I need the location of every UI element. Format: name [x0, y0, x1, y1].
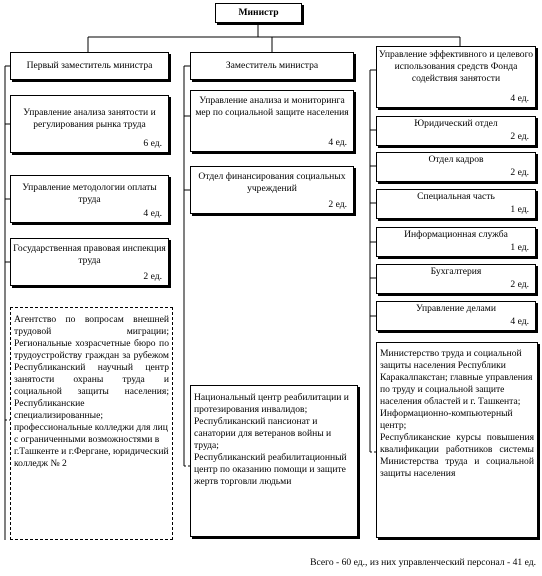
- left-subordinate-item: Региональные хозрасчетные бюро по трудоустройству граждан за рубежом: [14, 338, 169, 361]
- right-unit-name: Специальная часть: [417, 191, 495, 202]
- middle-unit-name: Отдел финансирования социальных учреждений: [198, 171, 346, 194]
- right-unit-box: [376, 301, 536, 331]
- left-unit-box: [10, 238, 169, 286]
- total-note: Всего - 60 ед., из них управленческий персонал - 41 ед.: [310, 557, 536, 568]
- right-unit-count: 2 ед.: [510, 279, 529, 290]
- right-unit-box: [376, 116, 536, 146]
- right-unit-count: 4 ед.: [510, 93, 529, 104]
- minister-label: Министр: [238, 7, 279, 18]
- right-unit-box: [376, 189, 536, 219]
- right-unit-name: Информационная служба: [404, 229, 508, 240]
- middle-unit-count: 4 ед.: [328, 137, 347, 148]
- middle-subordinate-item: Национальный центр реабилитации и протезирования инвалидов;: [194, 392, 349, 415]
- middle-unit-box: [190, 166, 354, 214]
- right-subordinates-box: [376, 342, 538, 538]
- right-unit-count: 4 ед.: [510, 316, 529, 327]
- right-unit-box: [376, 152, 536, 182]
- first-deputy-box: [10, 52, 169, 80]
- left-unit-box: [10, 175, 169, 223]
- right-subordinate-item: Информационно-компьютерный центр;: [380, 408, 513, 431]
- middle-subordinate-item: Республиканский реабилитационный центр по оказанию помощи и защите жертв торговли людьми: [194, 452, 347, 487]
- left-unit-box: [10, 95, 169, 153]
- first-deputy-label: Первый заместитель министра: [26, 60, 153, 71]
- left-subordinate-item: Республиканские специализированные; профессиональные колледжи для лиц с ограниченными возможностями в г.Ташкенте и г.Фергане, юридический колледж № 2: [14, 398, 169, 469]
- right-unit-name: Юридический отдел: [414, 118, 498, 129]
- right-unit-box: [376, 46, 536, 108]
- right-unit-count: 2 ед.: [510, 167, 529, 178]
- right-unit-count: 2 ед.: [510, 131, 529, 142]
- right-unit-box: [376, 227, 536, 257]
- deputy-label: Заместитель министра: [225, 60, 319, 71]
- left-unit-count: 4 ед.: [143, 208, 162, 219]
- right-unit-name: Бухгалтерия: [430, 266, 482, 277]
- left-subordinates-box: [10, 307, 173, 540]
- right-unit-box: [376, 264, 536, 294]
- middle-unit-box: [190, 90, 354, 152]
- left-unit-count: 6 ед.: [143, 138, 162, 149]
- left-unit-name: Управление методологии оплаты труда: [22, 182, 157, 205]
- right-unit-name: Управление делами: [416, 303, 496, 314]
- right-subordinate-item: Министерство труда и социальной защиты населения Республики Каракалпакстан; главные управления по труду и социальной защите населения областей и г. Ташкента;: [380, 348, 533, 407]
- left-unit-count: 2 ед.: [143, 271, 162, 282]
- middle-unit-count: 2 ед.: [328, 199, 347, 210]
- right-unit-count: 1 ед.: [510, 204, 529, 215]
- minister-box: [215, 3, 302, 23]
- deputy-box: [190, 52, 354, 80]
- middle-subordinates-box: [190, 385, 358, 537]
- left-subordinate-item: Республиканский научный центр занятости охраны труда и социальной защиты населения;: [14, 362, 169, 397]
- middle-unit-name: Управление анализа и мониторинга мер по социальной защите населения: [195, 95, 349, 118]
- right-unit-name: Управление эффективного и целевого использования средств Фонда содействия занятости: [378, 49, 534, 84]
- right-subordinate-item: Республиканские курсы повышения квалификации работников системы Министерства труда и социальной защиты населения: [380, 432, 534, 479]
- left-subordinate-item: Агентство по вопросам внешней трудовой миграции;: [14, 314, 169, 337]
- right-unit-name: Отдел кадров: [428, 154, 484, 165]
- left-unit-name: Управление анализа занятости и регулирования рынка труда: [23, 107, 156, 130]
- middle-subordinate-item: Республиканский пансионат и санатории для ветеранов войны и труда;: [194, 416, 332, 451]
- left-unit-name: Государственная правовая инспекция труда: [13, 243, 166, 266]
- right-unit-count: 1 ед.: [510, 242, 529, 253]
